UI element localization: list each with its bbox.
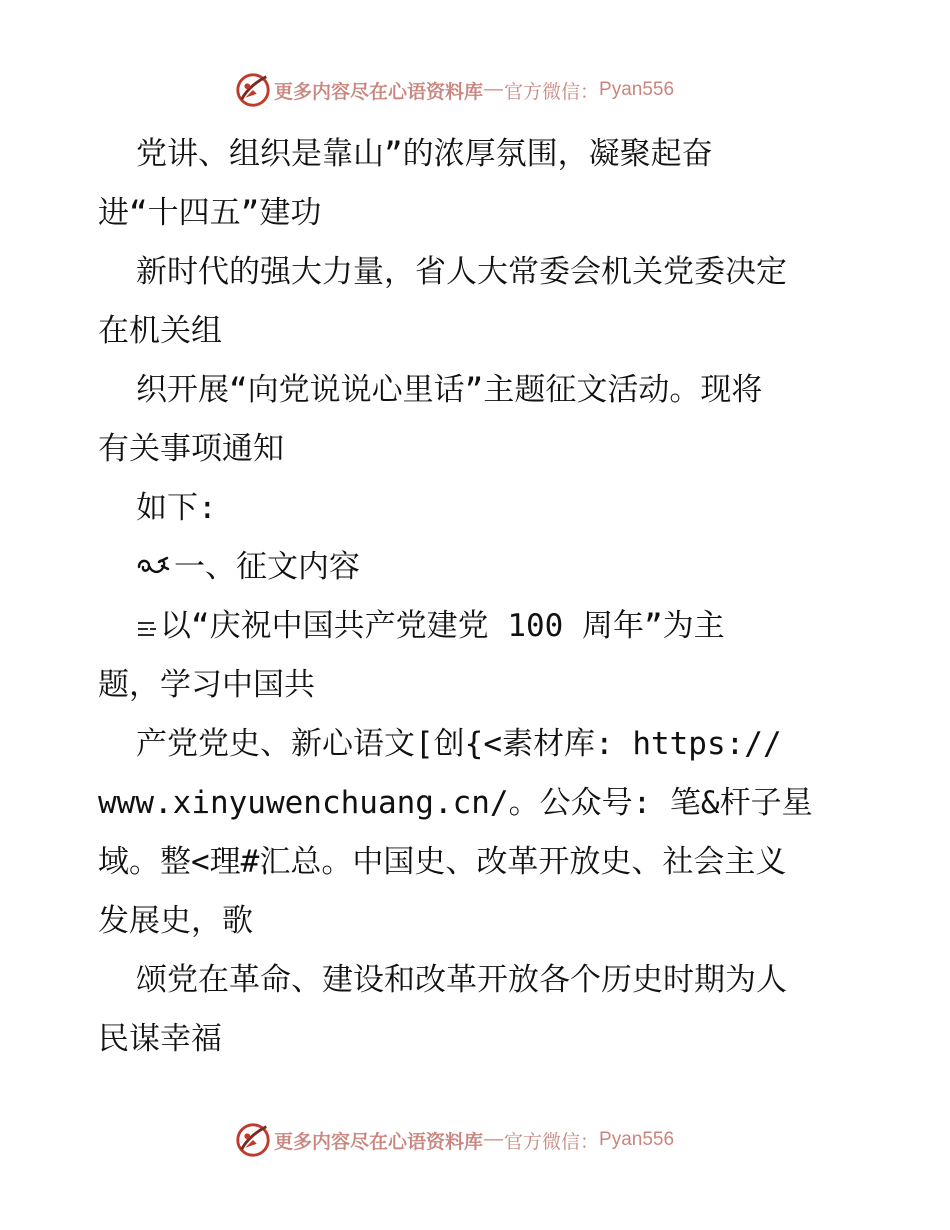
text-line: 产党党史、新心语文[创{<素材库: https:// xyxy=(136,726,782,762)
equal-dash-icon xyxy=(136,614,158,640)
banner-account: Pyan556 xyxy=(599,1129,675,1150)
text-line: 域。整<理#汇总。中国史、改革开放史、社会主义 xyxy=(98,844,787,880)
pen-swirl-logo-icon xyxy=(234,71,272,109)
text-line: 颂党在革命、建设和改革开放各个历史时期为人 xyxy=(136,962,787,998)
banner-dash: — xyxy=(484,79,504,100)
text-line: www.xinyuwenchuang.cn/。公众号: 笔&杆子星 xyxy=(98,785,813,821)
section-heading-line xyxy=(98,538,858,597)
text-line: 新时代的强大力量，省人大常委会机关党委决定 xyxy=(136,254,787,290)
text-line xyxy=(98,597,858,656)
text-line-content: 以“庆祝中国共产党建党 100 周年”为主 xyxy=(160,608,725,644)
text-line: 在机关组 xyxy=(98,313,222,349)
pen-swirl-logo-icon xyxy=(234,1121,272,1159)
banner-dash: — xyxy=(484,1129,504,1150)
section-heading-text: 一、征文内容 xyxy=(174,549,360,585)
banner-account: Pyan556 xyxy=(599,79,675,100)
banner-slogan: 更多内容尽在心语资料库 xyxy=(274,80,484,103)
text-line: 民谋幸福 xyxy=(98,1021,222,1057)
banner-official-label: 官方微信： xyxy=(504,1130,600,1153)
text-line: 有关事项通知 xyxy=(98,431,284,467)
text-line: 发展史，歌 xyxy=(98,903,253,939)
text-line: 进“十四五”建功 xyxy=(98,195,322,231)
text-line: 织开展“向党说说心里话”主题征文活动。现将 xyxy=(136,372,763,408)
swirl-ornament-icon xyxy=(136,553,170,579)
text-line: 题，学习中国共 xyxy=(98,667,315,703)
banner-slogan: 更多内容尽在心语资料库 xyxy=(274,1130,484,1153)
footer-banner xyxy=(234,1120,674,1160)
text-line: 如下: xyxy=(136,490,217,526)
text-line: 党讲、组织是靠山”的浓厚氛围，凝聚起奋 xyxy=(136,136,713,172)
header-banner xyxy=(234,70,674,110)
banner-official-label: 官方微信： xyxy=(504,80,600,103)
document-body xyxy=(98,125,858,1069)
